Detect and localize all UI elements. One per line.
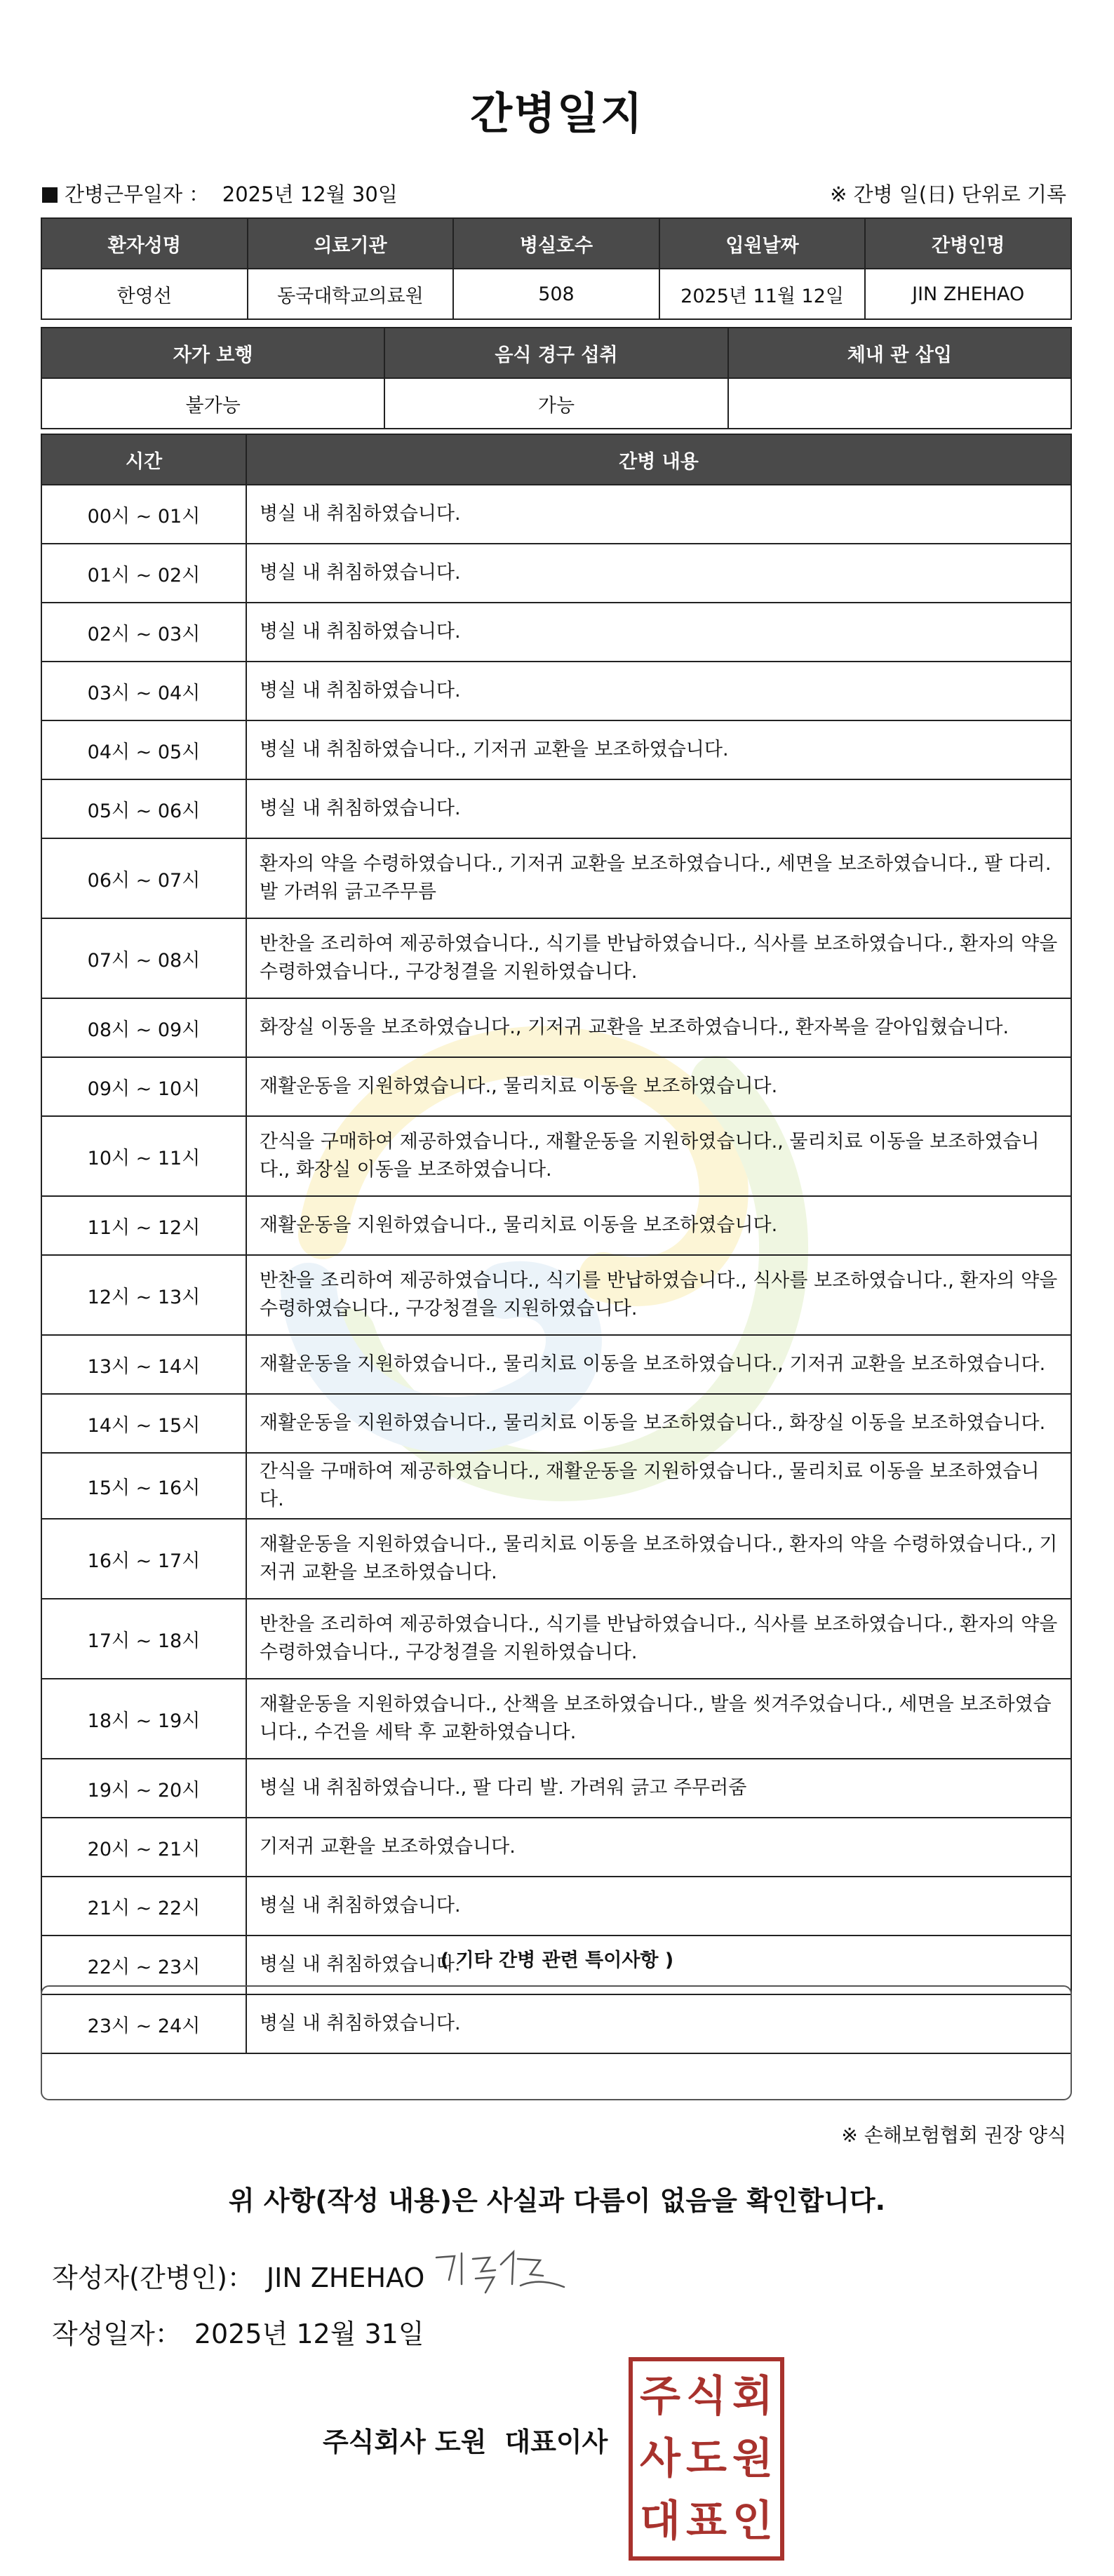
square-bullet-icon — [42, 187, 58, 203]
header-time: 시간 — [41, 434, 246, 485]
seal-char: 대 — [640, 2496, 680, 2546]
header-admission-date: 입원날짜 — [659, 218, 866, 269]
care-content: 병실 내 취침하였습니다. — [246, 1877, 1071, 1936]
self-walking-value: 불가능 — [41, 378, 384, 429]
company-seal-stamp — [629, 2357, 784, 2561]
header-care-content: 간병 내용 — [246, 434, 1071, 485]
header-room-number: 병실호수 — [453, 218, 659, 269]
care-content: 재활운동을 지원하였습니다., 물리치료 이동을 보조하였습니다. — [246, 1057, 1071, 1116]
table-row — [41, 1116, 1071, 1196]
confirmation-statement: 위 사항(작성 내용)은 사실과 다름이 없음을 확인합니다. — [228, 2185, 886, 2216]
time-slot: 12시 ~ 13시 — [41, 1255, 246, 1335]
writer-line — [52, 2256, 424, 2295]
company-line — [323, 2420, 608, 2459]
table-row — [41, 998, 1071, 1057]
time-slot: 01시 ~ 02시 — [41, 544, 246, 603]
header-patient-name: 환자성명 — [41, 218, 248, 269]
seal-char: 회 — [732, 2372, 773, 2422]
time-slot: 06시 ~ 07시 — [41, 838, 246, 918]
header-self-walking: 자가 보행 — [41, 328, 384, 378]
time-slot: 13시 ~ 14시 — [41, 1335, 246, 1394]
header-oral-intake: 음식 경구 섭취 — [384, 328, 727, 378]
time-slot: 00시 ~ 01시 — [41, 485, 246, 544]
care-content: 재활운동을 지원하였습니다., 물리치료 이동을 보조하였습니다. — [246, 1196, 1071, 1255]
time-slot: 14시 ~ 15시 — [41, 1394, 246, 1453]
care-content: 재활운동을 지원하였습니다., 산책을 보조하였습니다., 발을 씻겨주었습니다., 세면을 보조하였습니다., 수건을 세탁 후 교환하였습니다. — [246, 1679, 1071, 1759]
writer-name: JIN ZHEHAO — [266, 2262, 425, 2293]
table-row — [41, 1394, 1071, 1453]
care-content: 병실 내 취침하였습니다. — [246, 485, 1071, 544]
header-hospital: 의료기관 — [248, 218, 454, 269]
care-content: 병실 내 취침하였습니다. — [246, 662, 1071, 720]
caregiver-name: JIN ZHEHAO — [865, 269, 1071, 319]
care-content: 간식을 구매하여 제공하였습니다., 재활운동을 지원하였습니다., 물리치료 이동을 보조하였습니다. — [246, 1453, 1071, 1519]
table-row — [41, 1599, 1071, 1679]
care-content: 재활운동을 지원하였습니다., 물리치료 이동을 보조하였습니다., 환자의 약을 수령하였습니다., 기저귀 교환을 보조하였습니다. — [246, 1519, 1071, 1599]
written-date-label: 작성일자： — [52, 2319, 182, 2349]
time-slot: 18시 ~ 19시 — [41, 1679, 246, 1759]
time-slot: 05시 ~ 06시 — [41, 779, 246, 838]
care-content: 병실 내 취침하였습니다. — [246, 1936, 1071, 1994]
time-slot: 03시 ~ 04시 — [41, 662, 246, 720]
header-caregiver-name: 간병인명 — [865, 218, 1071, 269]
room-number: 508 — [453, 269, 659, 319]
seal-char: 식 — [686, 2372, 727, 2422]
work-date-value: 2025년 12월 30일 — [222, 182, 398, 206]
table-row — [41, 1335, 1071, 1394]
care-content: 병실 내 취침하였습니다. — [246, 544, 1071, 603]
time-slot: 17시 ~ 18시 — [41, 1599, 246, 1679]
time-slot: 16시 ~ 17시 — [41, 1519, 246, 1599]
time-slot: 07시 ~ 08시 — [41, 918, 246, 998]
remarks-box — [41, 1985, 1072, 2100]
header-tube-insertion: 체내 관 삽입 — [728, 328, 1071, 378]
table-row — [41, 1519, 1071, 1599]
care-content: 반찬을 조리하여 제공하였습니다., 식기를 반납하였습니다., 식사를 보조하였습니다., 환자의 약을 수령하였습니다., 구강청결을 지원하였습니다. — [246, 1599, 1071, 1679]
care-content: 화장실 이동을 보조하였습니다., 기저귀 교환을 보조하였습니다., 환자복을 갈아입혔습니다. — [246, 998, 1071, 1057]
seal-char: 도 — [686, 2434, 727, 2483]
table-row — [41, 544, 1071, 603]
care-log-table — [41, 434, 1072, 2054]
time-slot: 23시 ~ 24시 — [41, 1994, 246, 2053]
time-slot: 22시 ~ 23시 — [41, 1936, 246, 1994]
table-row — [41, 662, 1071, 720]
table-row — [41, 1057, 1071, 1116]
care-content: 병실 내 취침하였습니다. — [246, 603, 1071, 662]
table-row — [41, 603, 1071, 662]
care-content: 재활운동을 지원하였습니다., 물리치료 이동을 보조하였습니다., 기저귀 교환을 보조하였습니다. — [246, 1335, 1071, 1394]
seal-char: 사 — [640, 2434, 680, 2483]
table-row — [41, 1759, 1071, 1818]
time-slot: 10시 ~ 11시 — [41, 1116, 246, 1196]
time-slot: 08시 ~ 09시 — [41, 998, 246, 1057]
care-content: 간식을 구매하여 제공하였습니다., 재활운동을 지원하였습니다., 물리치료 이동을 보조하였습니다., 화장실 이동을 보조하였습니다. — [246, 1116, 1071, 1196]
table-row — [41, 485, 1071, 544]
care-content: 기저귀 교환을 보조하였습니다. — [246, 1818, 1071, 1877]
seal-char: 표 — [686, 2496, 727, 2546]
time-slot: 15시 ~ 16시 — [41, 1453, 246, 1519]
company-role: 대표이사 — [504, 2427, 608, 2457]
care-content: 병실 내 취침하였습니다., 팔 다리 발. 가려워 긁고 주무러줌 — [246, 1759, 1071, 1818]
table-row — [41, 1679, 1071, 1759]
seal-char: 주 — [640, 2372, 680, 2422]
care-content: 반찬을 조리하여 제공하였습니다., 식기를 반납하였습니다., 식사를 보조하였습니다., 환자의 약을 수령하였습니다., 구강청결을 지원하였습니다. — [246, 918, 1071, 998]
table-row — [41, 1818, 1071, 1877]
work-date-line — [42, 179, 398, 208]
care-content: 반찬을 조리하여 제공하였습니다., 식기를 반납하였습니다., 식사를 보조하였습니다., 환자의 약을 수령하였습니다., 구강청결을 지원하였습니다. — [246, 1255, 1071, 1335]
tube-insertion-value — [728, 378, 1071, 429]
table-row — [41, 720, 1071, 779]
table-row — [41, 1453, 1071, 1519]
care-content: 병실 내 취침하였습니다. — [246, 1994, 1071, 2053]
table-row — [41, 918, 1071, 998]
time-slot: 11시 ~ 12시 — [41, 1196, 246, 1255]
time-slot: 20시 ~ 21시 — [41, 1818, 246, 1877]
table-row — [41, 1196, 1071, 1255]
care-content: 환자의 약을 수령하였습니다., 기저귀 교환을 보조하였습니다., 세면을 보조하였습니다., 팔 다리.발 가려워 긁고주무름 — [246, 838, 1071, 918]
patient-status-table — [41, 327, 1072, 429]
company-name: 주식회사 도원 — [323, 2427, 487, 2457]
hospital-name: 동국대학교의료원 — [248, 269, 454, 319]
seal-characters — [637, 2366, 776, 2552]
written-date-value: 2025년 12월 31일 — [194, 2319, 424, 2349]
time-slot: 04시 ~ 05시 — [41, 720, 246, 779]
document-title: 간병일지 — [470, 88, 644, 139]
table-row — [41, 779, 1071, 838]
patient-info-table — [41, 217, 1072, 320]
time-slot: 21시 ~ 22시 — [41, 1877, 246, 1936]
remarks-title: ( 기타 간병 관련 특이사항 ) — [440, 1950, 674, 1971]
work-date-label: 간병근무일자 ： — [65, 182, 210, 206]
handwritten-signature — [431, 2243, 571, 2300]
recommendation-note: ※ 손해보험협회 권장 양식 — [841, 2124, 1066, 2147]
care-content: 병실 내 취침하였습니다., 기저귀 교환을 보조하였습니다. — [246, 720, 1071, 779]
table-row — [41, 1255, 1071, 1335]
table-row — [41, 838, 1071, 918]
time-slot: 19시 ~ 20시 — [41, 1759, 246, 1818]
written-date-line — [52, 2312, 424, 2351]
time-slot: 09시 ~ 10시 — [41, 1057, 246, 1116]
admission-date: 2025년 11월 12일 — [659, 269, 866, 319]
patient-name: 한영선 — [41, 269, 248, 319]
oral-intake-value: 가능 — [384, 378, 727, 429]
time-slot: 02시 ~ 03시 — [41, 603, 246, 662]
table-row — [41, 1877, 1071, 1936]
writer-label: 작성자(간병인)： — [52, 2262, 254, 2293]
seal-char: 원 — [732, 2434, 773, 2483]
unit-note: ※ 간병 일(日) 단위로 기록 — [830, 182, 1066, 206]
seal-char: 인 — [732, 2496, 773, 2546]
care-content: 재활운동을 지원하였습니다., 물리치료 이동을 보조하였습니다., 화장실 이동을 보조하였습니다. — [246, 1394, 1071, 1453]
care-content: 병실 내 취침하였습니다. — [246, 779, 1071, 838]
